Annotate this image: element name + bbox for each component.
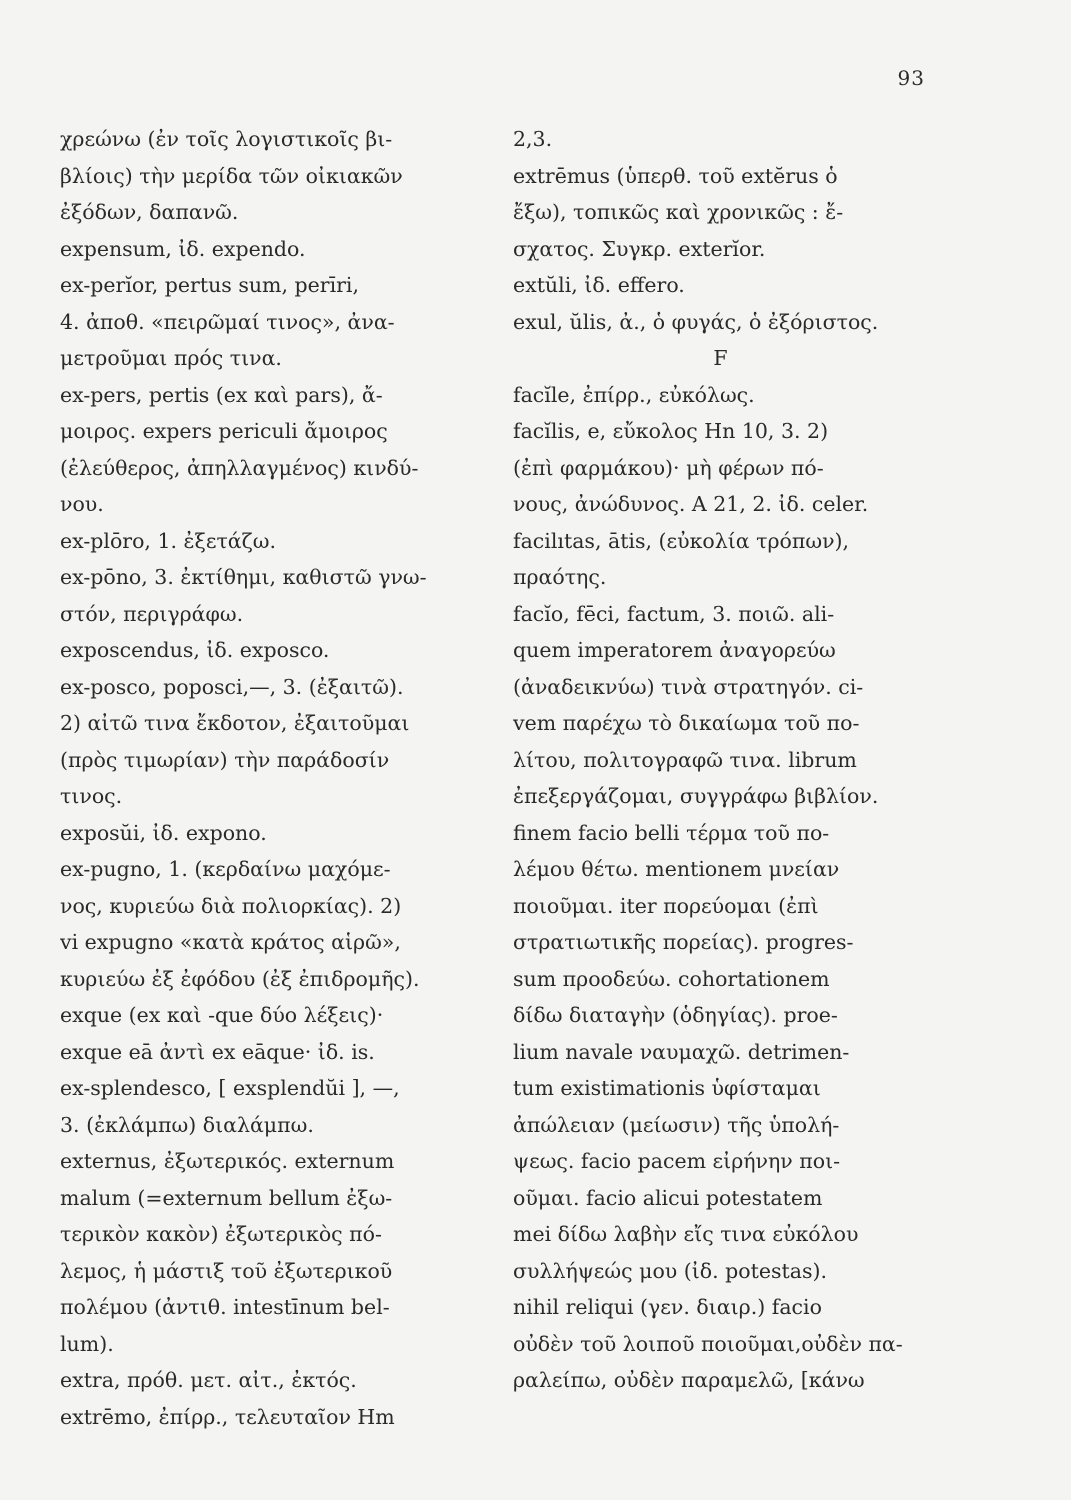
dictionary-line: malum (=externum bellum ἐξω- — [60, 1185, 393, 1210]
dictionary-line: nihil reliqui (γεν. διαιρ.) facio — [513, 1295, 822, 1319]
dictionary-line: vem παρέχω τὸ δικαίωμα τοῦ πο- — [513, 711, 860, 735]
dictionary-line: ex-posco, poposci,—, 3. (ἐξαιτῶ). — [60, 674, 404, 699]
dictionary-line: facĭle, ἐπίρρ., εὐκόλως. — [513, 382, 755, 407]
dictionary-line: tum existimationis ὑφίσταμαι — [513, 1076, 821, 1100]
right-column — [513, 121, 928, 1399]
dictionary-line: πραότης. — [513, 565, 607, 589]
dictionary-line: exque (ex καὶ -que δύο λέξεις)· — [60, 1003, 384, 1027]
dictionary-line: ἐξόδων, δαπανῶ. — [60, 200, 239, 224]
dictionary-line: 3. (ἐκλάμπω) διαλάμπω. — [60, 1112, 314, 1137]
section-letter-heading: F — [713, 346, 728, 370]
dictionary-line: λεμος, ἡ μάστιξ τοῦ ἐξωτερικοῦ — [60, 1258, 393, 1283]
dictionary-line: ex-splendesco, [ exsplendŭi ], —, — [60, 1076, 400, 1100]
dictionary-line: στόν, περιγράφω. — [60, 601, 244, 626]
dictionary-line: ἔξω), τοπικῶς καὶ χρονικῶς : ἔ- — [513, 200, 844, 224]
dictionary-line: exposcendus, ἰδ. exposco. — [60, 638, 330, 662]
dictionary-line: extra, πρόθ. μετ. αἰτ., ἐκτός. — [60, 1368, 357, 1392]
dictionary-line: lium navale ναυμαχῶ. detrimen- — [513, 1039, 850, 1064]
dictionary-line: ραλείπω, οὐδὲν παραμελῶ, [κάνω — [513, 1368, 865, 1392]
dictionary-line: (ἐλεύθερος, ἀπηλλαγμένος) κινδύ- — [60, 455, 419, 480]
dictionary-line: exposŭi, ἰδ. expono. — [60, 820, 267, 845]
page-number: 93 — [897, 66, 925, 90]
dictionary-line: νου. — [60, 492, 104, 516]
dictionary-line: facĭlis, e, εὔκολος Hn 10, 3. 2) — [513, 419, 829, 443]
dictionary-line: expensum, ἰδ. expendo. — [60, 236, 306, 261]
dictionary-line: οὐδὲν τοῦ λοιποῦ ποιοῦμαι,οὐδὲν πα- — [513, 1331, 903, 1356]
left-column — [60, 121, 490, 1435]
dictionary-line: δίδω διαταγὴν (ὁδηγίας). proe- — [513, 1003, 838, 1027]
dictionary-line: βλίοις) τὴν μερίδα τῶν οἰκιακῶν — [60, 163, 403, 188]
dictionary-line: sum προοδεύω. cohortationem — [513, 966, 830, 991]
dictionary-line: χρεώνω (ἐν τοῖς λογιστικοῖς βι- — [60, 127, 393, 151]
dictionary-line: externus, ἐξωτερικός. externum — [60, 1149, 395, 1173]
dictionary-line: extŭli, ἰδ. effero. — [513, 273, 685, 297]
dictionary-line: 4. ἀποθ. «πειρῶμαί τινος», ἀνα- — [60, 309, 395, 334]
dictionary-line: κυριεύω ἐξ ἐφόδου (ἐξ ἐπιδρομῆς). — [60, 966, 420, 991]
dictionary-line: lum). — [60, 1331, 114, 1356]
dictionary-line: exul, ŭlis, ἀ., ὁ φυγάς, ὁ ἐξόριστος. — [513, 309, 879, 334]
dictionary-line: σχατος. Συγκρ. exterĭor. — [513, 236, 766, 261]
dictionary-line: ποιοῦμαι. iter πορεύομαι (ἐπὶ — [513, 893, 819, 918]
dictionary-line: extrēmo, ἐπίρρ., τελευταῖον Hm — [60, 1404, 395, 1429]
dictionary-line: νους, ἀνώδυνος. A 21, 2. ἰδ. celer. — [513, 492, 869, 516]
dictionary-line: ἐπεξεργάζομαι, συγγράφω βιβλίον. — [513, 784, 879, 808]
dictionary-line: ψεως. facio pacem εἰρήνην ποι- — [513, 1149, 841, 1173]
dictionary-line: οῦμαι. facio alicui potestatem — [513, 1185, 823, 1210]
dictionary-line: (ἐπὶ φαρμάκου)· μὴ φέρων πό- — [513, 455, 824, 480]
dictionary-line: ἀπώλειαν (μείωσιν) τῆς ὑπολή- — [513, 1112, 840, 1137]
dictionary-line: facĭo, fēci, factum, 3. ποιῶ. ali- — [513, 601, 835, 626]
dictionary-line: mei δίδω λαβὴν εἴς τινα εὐκόλου — [513, 1222, 859, 1246]
dictionary-line: 2,3. — [513, 127, 553, 151]
dictionary-line: μετροῦμαι πρός τινα. — [60, 346, 282, 370]
dictionary-line: (πρὸς τιμωρίαν) τὴν παράδοσίν — [60, 747, 390, 772]
dictionary-line: 2) αἰτῶ τινα ἔκδοτον, ἐξαιτοῦμαι — [60, 711, 410, 735]
dictionary-line: μοιρος. expers periculi ἄμοιρος — [60, 419, 388, 443]
dictionary-line: ex-plōro, 1. ἐξετάζω. — [60, 528, 276, 553]
dictionary-line: στρατιωτικῆς πορείας). progres- — [513, 930, 854, 954]
dictionary-line: τινος. — [60, 784, 123, 808]
dictionary-line: λίτου, πολιτογραφῶ τινα. librum — [513, 747, 857, 772]
dictionary-line: exque eā ἀντὶ ex eāque· ἰδ. is. — [60, 1039, 375, 1064]
dictionary-line: τερικὸν κακὸν) ἐξωτερικὸς πό- — [60, 1222, 382, 1246]
dictionary-line: quem imperatorem ἀναγορεύω — [513, 638, 836, 662]
dictionary-line: ex-pers, pertis (ex καὶ pars), ἄ- — [60, 382, 383, 407]
dictionary-line: ex-pōno, 3. ἐκτίθημι, καθιστῶ γνω- — [60, 565, 427, 589]
dictionary-line: facilıtas, ātis, (εὐκολία τρόπων), — [513, 528, 850, 553]
dictionary-line: λέμου θέτω. mentionem μνείαν — [513, 857, 840, 881]
dictionary-line: finem facio belli τέρμα τοῦ πο- — [513, 820, 830, 845]
dictionary-line: νος, κυριεύω διὰ πολιορκίας). 2) — [60, 893, 402, 918]
dictionary-line: ex-pugno, 1. (κερδαίνω μαχόμε- — [60, 857, 391, 881]
dictionary-line: vi expugno «κατὰ κράτος αἱρῶ», — [60, 930, 401, 954]
dictionary-line: πολέμου (ἀντιθ. intestīnum bel- — [60, 1295, 390, 1319]
dictionary-line: ex-perĭor, pertus sum, perīri, — [60, 273, 360, 297]
dictionary-line: (ἀναδεικνύω) τινὰ στρατηγόν. ci- — [513, 674, 864, 699]
dictionary-line: συλλήψεώς μου (ἰδ. potestas). — [513, 1258, 828, 1283]
dictionary-line: extrēmus (ὑπερθ. τοῦ extĕrus ὁ — [513, 163, 838, 188]
